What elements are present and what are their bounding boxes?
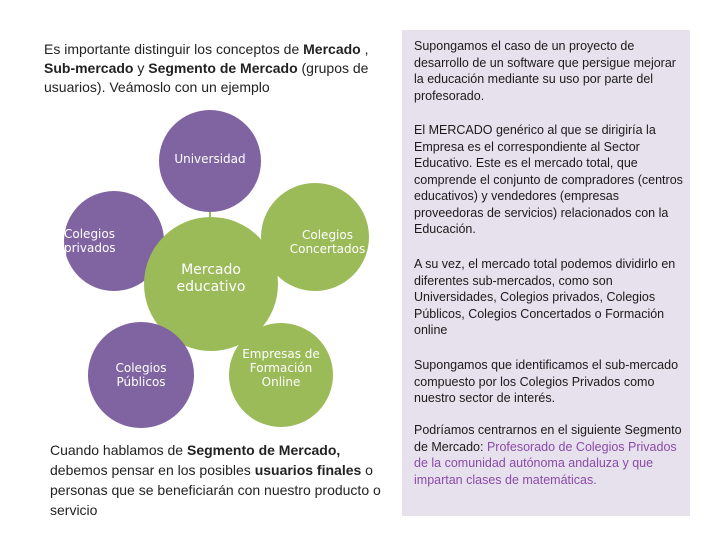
outro-text: Cuando hablamos de — [50, 442, 187, 458]
node-privados-label: Colegios privados — [64, 227, 116, 255]
intro-text: , — [360, 41, 369, 57]
outro-term-usuarios: usuarios finales — [254, 462, 362, 478]
panel-paragraph-2: El MERCADO genérico al que se dirigiría la Empresa es el correspondiente al Sector Educativo. Este es el mercado total, que comprende el conjunto de compradores (centros educativos) y vendedores (empresas proveedoras de servicios) relacionados con la Educación. — [414, 123, 683, 236]
panel-paragraph-5-text: Podríamos centrarnos en el siguiente Segmento de Mercado: — [414, 423, 682, 454]
panel-paragraph-5 — [414, 422, 684, 488]
node-universidad-label: Universidad — [174, 152, 246, 166]
outro-text: debemos pensar en los posibles — [50, 462, 255, 478]
node-formacion-label: Empresas de Formación Online — [242, 347, 320, 389]
intro-text: y — [133, 60, 149, 76]
intro-text: (grupos de usuarios). Veámoslo con un ejemplo — [44, 60, 369, 95]
outro-paragraph — [50, 440, 400, 520]
panel-paragraph-5-highlight: Profesorado de Colegios Privados de la comunidad autónoma andaluza y que impartan clases de matemáticas. — [414, 439, 677, 487]
right-panel — [402, 30, 690, 516]
node-concertados-label: Colegios Concertados — [289, 228, 366, 256]
intro-term-submercado: Sub-mercado — [44, 60, 134, 76]
panel-paragraph-1: Supongamos el caso de un proyecto de desarrollo de un software que persigue mejorar la educación mediante su uso por parte del profesorado. — [414, 39, 676, 103]
panel-paragraph-4: Supongamos que identificamos el sub-mercado compuesto por los Colegios Privados como nuestro sector de interés. — [414, 358, 679, 405]
intro-text: Es importante distinguir los conceptos de — [44, 41, 304, 57]
panel-paragraph-3: A su vez, el mercado total podemos dividirlo en diferentes sub-mercados, como son Universidades, Colegios privados, Colegios Públicos, Colegios Concertados o Formación online — [414, 257, 676, 337]
intro-term-segmento: Segmento de Mercado — [148, 60, 298, 76]
node-publicos-label: Colegios Públicos — [115, 361, 167, 389]
intro-term-mercado: Mercado — [303, 41, 361, 57]
outro-term-segmento: Segmento de Mercado, — [187, 442, 341, 458]
node-center-label: Mercado educativo — [176, 262, 246, 295]
outro-text: o personas que se beneficiarán con nuestro producto o servicio — [50, 462, 381, 518]
